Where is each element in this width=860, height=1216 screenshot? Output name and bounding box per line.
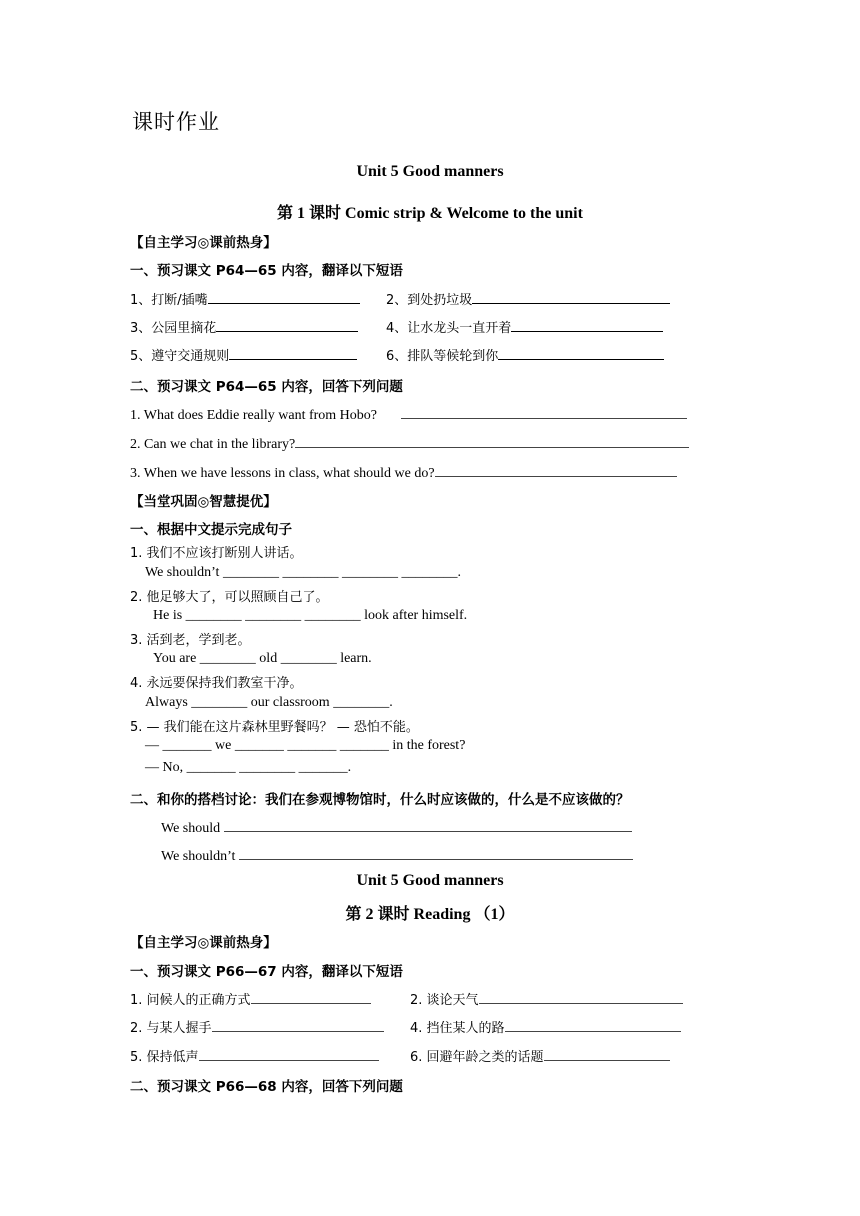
phrase-item: 4. 挡住某人的路	[410, 1017, 681, 1036]
phrase-item: 1、打断/插嘴	[130, 289, 360, 308]
answer-blank[interactable]	[239, 845, 633, 860]
sentence-en: We shouldn’t ________ ________ ________ ________.	[145, 565, 461, 580]
answer-blank[interactable]	[472, 289, 670, 304]
answer-blank[interactable]	[511, 317, 663, 332]
lesson1-pre-section: 【自主学习◎课前热身】	[130, 235, 277, 251]
answer-blank[interactable]	[216, 317, 358, 332]
answer-blank[interactable]	[208, 289, 360, 304]
lesson1-part2-heading: 二、预习课文 P64—65 内容，回答下列问题	[130, 379, 403, 395]
phrase-item: 2、到处扔垃圾	[386, 289, 670, 308]
lesson1-title: 第 1 课时 Comic strip & Welcome to the unit	[277, 205, 583, 222]
lesson2-title: 第 2 课时 Reading （1）	[345, 906, 515, 923]
phrase-item: 2. 与某人握手	[130, 1017, 384, 1036]
lesson2-part2-heading: 二、预习课文 P66—68 内容，回答下列问题	[130, 1079, 403, 1095]
sentence-en: — _______ we _______ _______ _______ in the forest?	[145, 738, 466, 753]
answer-blank[interactable]	[224, 817, 632, 832]
sentence-cn: 3. 活到老，学到老。	[130, 633, 251, 648]
answer-blank[interactable]	[498, 345, 664, 360]
question-item: 1. What does Eddie really want from Hobo?	[130, 404, 687, 424]
lesson2-pre-section: 【自主学习◎课前热身】	[130, 935, 277, 951]
answer-blank[interactable]	[505, 1017, 681, 1032]
answer-blank[interactable]	[251, 989, 371, 1004]
sentence-en: You are ________ old ________ learn.	[153, 651, 372, 666]
sentence-cn: 4. 永远要保持我们教室干净。	[130, 676, 303, 691]
lesson1-part4-heading: 二、和你的搭档讨论：我们在参观博物馆时，什么时应该做的，什么是不应该做的？	[130, 792, 630, 808]
sentence-en: — No, _______ ________ _______.	[145, 760, 352, 775]
sentence-cn: 5. — 我们能在这片森林里野餐吗？ — 恐怕不能。	[130, 720, 419, 735]
should-row: We should	[161, 817, 632, 837]
answer-blank[interactable]	[295, 433, 689, 448]
question-item: 3. When we have lessons in class, what should we do?	[130, 462, 677, 482]
phrase-item: 3、公园里摘花	[130, 317, 358, 336]
lesson1-part3-heading: 一、根据中文提示完成句子	[130, 522, 292, 538]
phrase-item: 4、让水龙头一直开着	[386, 317, 663, 336]
lesson1-part1-heading: 一、预习课文 P64—65 内容，翻译以下短语	[130, 263, 403, 279]
sentence-cn: 1. 我们不应该打断别人讲话。	[130, 546, 303, 561]
phrase-item: 5、遵守交通规则	[130, 345, 357, 364]
answer-blank[interactable]	[544, 1046, 670, 1061]
sentence-en: Always ________ our classroom ________.	[145, 695, 393, 710]
answer-blank[interactable]	[229, 345, 357, 360]
answer-blank[interactable]	[479, 989, 683, 1004]
lesson1-class-section: 【当堂巩固◎智慧提优】	[130, 494, 277, 510]
phrase-item: 6. 回避年龄之类的话题	[410, 1046, 670, 1065]
sentence-en: He is ________ ________ ________ look after himself.	[153, 608, 468, 623]
phrase-item: 1. 问候人的正确方式	[130, 989, 371, 1008]
answer-blank[interactable]	[212, 1017, 384, 1032]
answer-blank[interactable]	[401, 404, 687, 419]
question-item: 2. Can we chat in the library?	[130, 433, 689, 453]
phrase-item: 6、排队等候轮到你	[386, 345, 664, 364]
sentence-cn: 2. 他足够大了，可以照顾自己了。	[130, 590, 329, 605]
lesson2-part1-heading: 一、预习课文 P66—67 内容，翻译以下短语	[130, 964, 403, 980]
shouldnt-row: We shouldn’t	[161, 845, 633, 865]
lesson2-unit-heading: Unit 5 Good manners	[356, 872, 504, 889]
answer-blank[interactable]	[435, 462, 677, 477]
document-title: 课时作业	[132, 110, 220, 134]
lesson1-unit-heading: Unit 5 Good manners	[356, 163, 504, 180]
phrase-item: 2. 谈论天气	[410, 989, 683, 1008]
phrase-item: 5. 保持低声	[130, 1046, 379, 1065]
answer-blank[interactable]	[199, 1046, 379, 1061]
